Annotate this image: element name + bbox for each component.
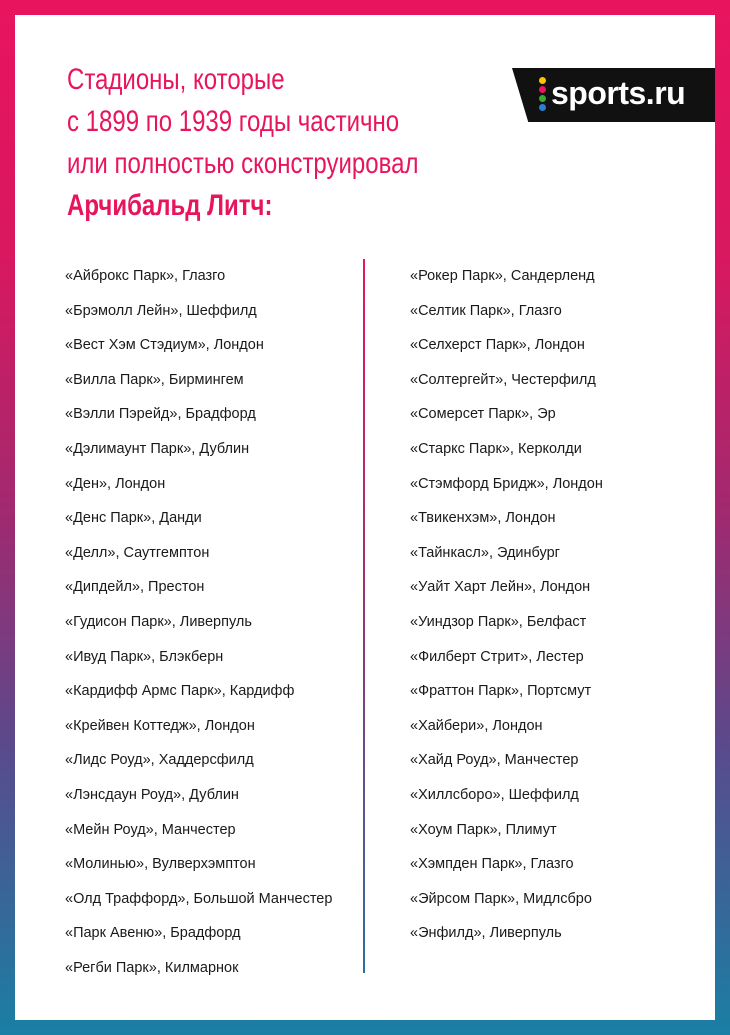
stadium-item: «Парк Авеню», Брадфорд — [65, 925, 241, 942]
stadium-item: «Ден», Лондон — [65, 475, 166, 492]
stadium-item: «Вэлли Пэрейд», Брадфорд — [65, 406, 256, 423]
stadium-item: «Тайнкасл», Эдинбург — [410, 544, 560, 561]
stadium-item: «Вилла Парк», Бирмингем — [65, 371, 244, 388]
stadium-item: «Хэмпден Парк», Глазго — [410, 856, 574, 873]
stadium-item: «Молинью», Вулверхэмптон — [65, 856, 256, 873]
stadium-item: «Мейн Роуд», Манчестер — [65, 821, 236, 838]
stadium-item: «Денс Парк», Данди — [65, 510, 202, 527]
stadium-item: «Стэмфорд Бридж», Лондон — [410, 475, 603, 492]
logo-dot — [539, 86, 546, 93]
logo-dot — [539, 77, 546, 84]
stadium-item: «Вест Хэм Стэдиум», Лондон — [65, 337, 264, 354]
stadium-item: «Лэнсдаун Роуд», Дублин — [65, 786, 239, 803]
stadium-item: «Селхерст Парк», Лондон — [410, 337, 585, 354]
stadium-item: «Твикенхэм», Лондон — [410, 510, 556, 527]
stadium-item: «Уайт Харт Лейн», Лондон — [410, 579, 591, 596]
title-line-1: Стадионы, которые — [67, 63, 285, 96]
stadium-item: «Регби Парк», Килмарнок — [65, 959, 239, 976]
stadium-item: «Кардифф Армс Парк», Кардифф — [65, 683, 295, 700]
stadium-item: «Рокер Парк», Сандерленд — [410, 268, 595, 284]
logo-dots-icon — [539, 77, 547, 113]
stadium-item: «Дэлимаунт Парк», Дублин — [65, 440, 250, 457]
logo-text: sports.ru — [551, 75, 686, 111]
logo-dot — [539, 95, 546, 102]
stadium-item: «Дипдейл», Престон — [65, 579, 205, 596]
stadium-item: «Гудисон Парк», Ливерпуль — [65, 613, 252, 630]
stadium-item: «Уиндзор Парк», Белфаст — [410, 613, 587, 630]
stadium-item: «Селтик Парк», Глазго — [410, 302, 562, 319]
stadium-item: «Делл», Саутгемптон — [65, 544, 210, 561]
stadium-item: «Солтергейт», Честерфилд — [410, 371, 596, 388]
stadium-item: «Брэмолл Лейн», Шеффилд — [65, 302, 257, 319]
stadium-item: «Эйрсом Парк», Мидлсбро — [410, 890, 592, 907]
sports-ru-logo — [512, 68, 715, 122]
title-line-2: с 1899 по 1939 годы частично — [67, 105, 400, 138]
architect-name: Арчибальд Литч: — [67, 189, 273, 222]
stadium-item: «Хайд Роуд», Манчестер — [410, 752, 579, 769]
stadium-item: «Хиллсборо», Шеффилд — [410, 786, 579, 803]
stadium-item: «Ивуд Парк», Блэкберн — [65, 648, 224, 665]
stadium-item: «Айброкс Парк», Глазго — [65, 268, 226, 284]
stadium-item: «Энфилд», Ливерпуль — [410, 925, 562, 942]
stadium-item: «Сомерсет Парк», Эр — [410, 406, 556, 423]
stadium-item: «Филберт Стрит», Лестер — [410, 648, 584, 665]
title-line-3: или полностью сконструировал — [67, 147, 419, 180]
stadium-list-right — [410, 266, 603, 958]
stadium-item: «Фраттон Парк», Портсмут — [410, 683, 592, 700]
stadium-list-left — [65, 266, 332, 992]
stadium-item: «Хоум Парк», Плимут — [410, 821, 557, 838]
column-divider — [363, 259, 365, 973]
stadium-item: «Лидс Роуд», Хаддерсфилд — [65, 752, 254, 769]
stadium-item: «Хайбери», Лондон — [410, 717, 543, 734]
page-title — [67, 59, 418, 227]
stadium-item: «Старкс Парк», Керколди — [410, 440, 582, 457]
stadium-item: «Крейвен Коттедж», Лондон — [65, 717, 255, 734]
stadium-item: «Олд Траффорд», Большой Манчестер — [65, 890, 333, 907]
content-card — [15, 15, 715, 1020]
logo-dot — [539, 104, 546, 111]
